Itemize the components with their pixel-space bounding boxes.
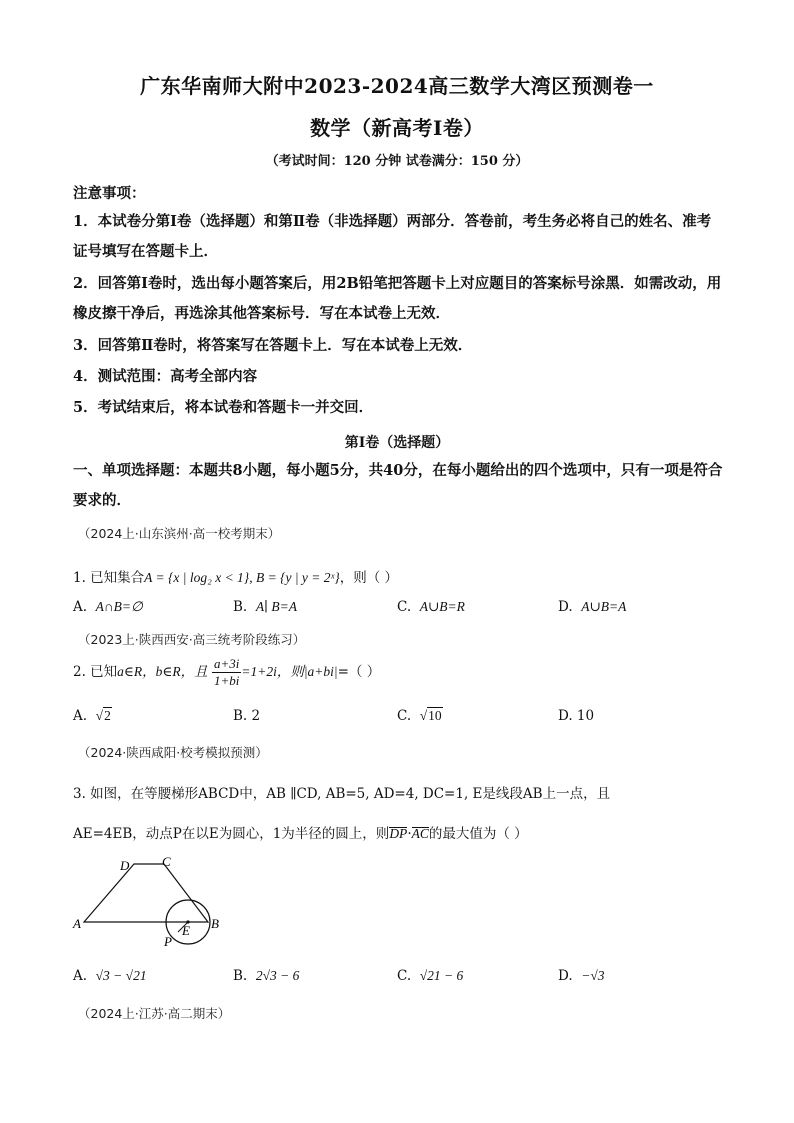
label-d: D: [120, 858, 130, 873]
q1-suffix: ，则（ ）: [339, 570, 399, 586]
page-subtitle: 数学（新高考I卷）: [310, 116, 484, 140]
note-item-3: 3．回答第Ⅱ卷时，将答案写在答题卡上．写在本试卷上无效．: [73, 337, 473, 354]
q1-option-a[interactable]: A. A∩B=∅: [73, 599, 143, 615]
exam-info: （考试时间：120 分钟 试卷满分：150 分）: [265, 154, 529, 169]
section-title: 第Ⅰ卷（选择题）: [344, 435, 450, 451]
q2-stem: 2. 已知a∈R，b∈R，且 $\frac{a+3i}{1+bi}$ =1+2i，则|a+bi|=（ ）: [73, 656, 381, 688]
label-e: E: [182, 923, 190, 938]
q2-source: （2023上·陕西西安·高三统考阶段练习）: [78, 632, 306, 647]
label-a: A: [73, 916, 81, 931]
q2-fraction: $\frac{a+3i}{1+bi}$: [213, 656, 240, 688]
q1-stem: [73, 566, 398, 586]
q1-source: （2024上·山东滨州·高一校考期末）: [78, 526, 281, 541]
q2-option-b[interactable]: B. 2: [233, 708, 261, 724]
q1-option-c[interactable]: C. A∪B=R: [397, 599, 465, 615]
trapezoid-figure: [70, 848, 230, 958]
note-item-1: 1．本试卷分第Ⅰ卷（选择题）和第Ⅱ卷（非选择题）两部分．答卷前，考生务必将自己的姓名、准考证号填写在答题卡上．: [73, 213, 712, 260]
q3-option-b[interactable]: B. 2√3 − 6: [233, 968, 300, 984]
note-item-5: 5．考试结束后，将本试卷和答题卡一并交回．: [73, 399, 374, 416]
trapezoid-shape: [84, 864, 208, 922]
q2-option-c[interactable]: C. √10: [397, 708, 442, 724]
q3-line2: AE=4EB，动点P在以E为圆心，1为半径的圆上，则DP·AC的最大值为（ ）: [73, 826, 528, 842]
q3-option-c[interactable]: C. √21 − 6: [397, 968, 464, 984]
label-b: B: [211, 916, 219, 931]
q2-option-d[interactable]: D. 10: [558, 708, 595, 724]
section-instruction: 一、单项选择题：本题共8小题，每小题5分，共40分，在每小题给出的四个选项中，只有一项是符合要求的．: [73, 462, 723, 509]
label-c: C: [162, 854, 171, 869]
q3-source: （2024·陕西咸阳·校考模拟预测）: [78, 745, 268, 760]
notes-heading: 注意事项：: [73, 185, 146, 202]
label-p: P: [164, 934, 172, 949]
q1-prefix: 1. 已知集合: [73, 570, 145, 586]
page-title: 广东华南师大附中2023-2024高三数学大湾区预测卷一: [140, 74, 654, 98]
q1-math: A = {x | log₂ x < 1}, B = {y | y = 2ˣ}: [144, 570, 340, 585]
note-item-4: 4．测试范围：高考全部内容: [73, 368, 258, 385]
q3-option-d[interactable]: D. −√3: [558, 968, 605, 984]
q3-line1: 3. 如图，在等腰梯形ABCD中，AB ∥CD, AB=5, AD=4, DC=1, E是线段AB上一点，且: [73, 786, 611, 802]
q1-option-b[interactable]: B. A∣ B=A: [233, 599, 297, 615]
q4-source: （2024上·江苏·高二期末）: [78, 1006, 231, 1021]
q1-option-d[interactable]: D. A∪B=A: [558, 599, 627, 615]
q3-option-a[interactable]: A. √3 − √21: [73, 968, 147, 984]
q2-option-a[interactable]: A. √2: [73, 708, 111, 724]
note-item-2: 2．回答第Ⅰ卷时，选出每小题答案后，用2B铅笔把答题卡上对应题目的答案标号涂黑．如需改动，用橡皮擦干净后，再选涂其他答案标号．写在本试卷上无效．: [73, 275, 722, 322]
